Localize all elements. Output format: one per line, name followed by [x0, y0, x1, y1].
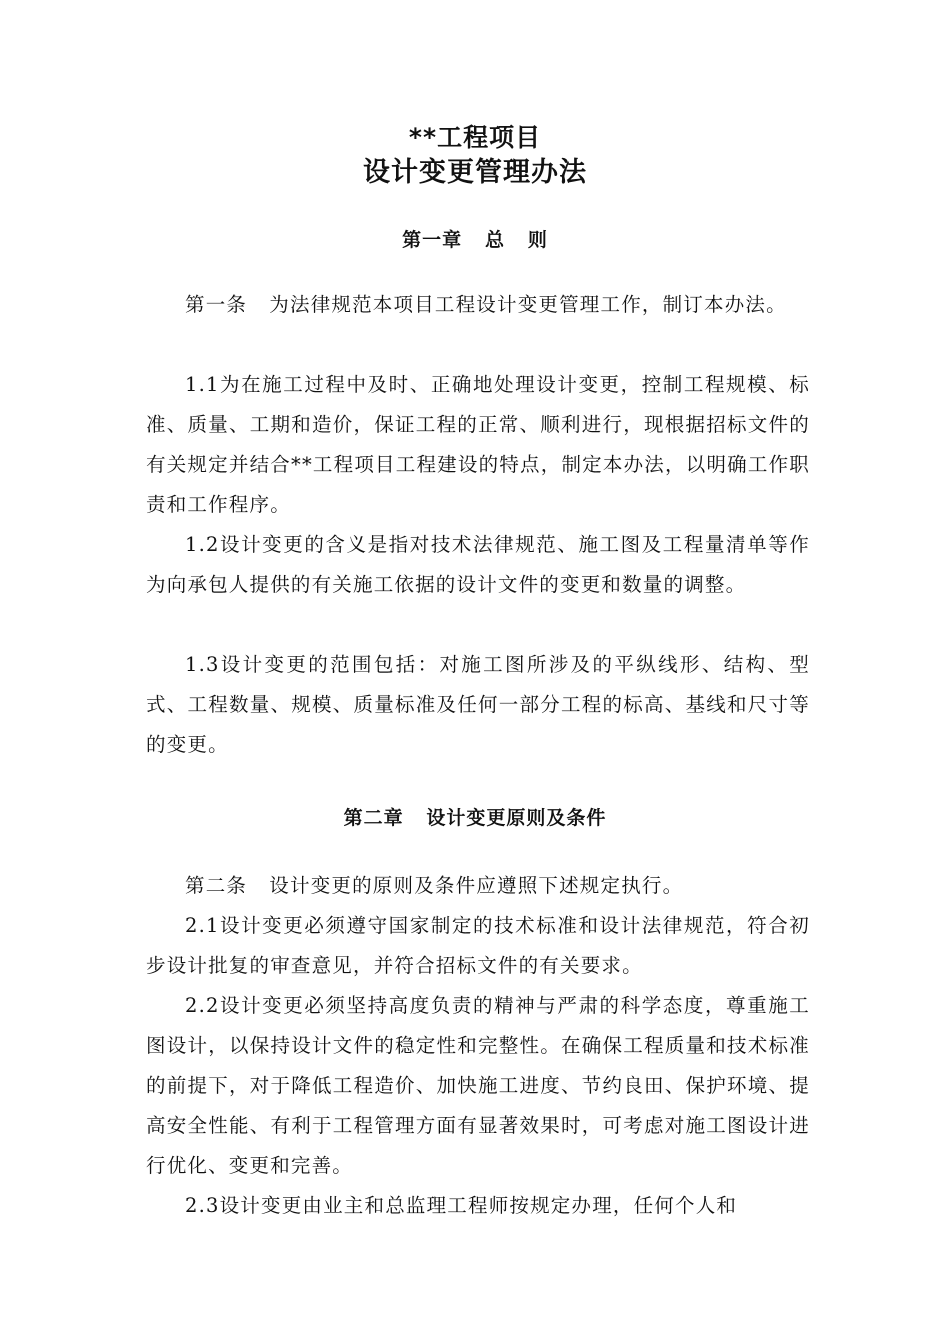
chapter1-heading: 第一章 总 则	[402, 229, 548, 251]
document-title-line1: **工程项目	[408, 123, 542, 152]
article2-paragraph: 第二条 设计变更的原则及条件应遵照下述规定执行。	[185, 874, 684, 897]
document-title-line2: 设计变更管理办法	[363, 157, 587, 188]
clause-1-1-paragraph: 1.1为在施工过程中及时、正确地处理设计变更，控制工程规模、标准、质量、工期和造价，保证工程的正常、顺利进行，现根据招标文件的有关规定并结合**工程项目工程建设的特点，制定本办法，以明确工作职责和工作程序。	[146, 373, 810, 516]
clause-2-3-paragraph: 2.3设计变更由业主和总监理工程师按规定办理，任何个人和	[185, 1194, 738, 1217]
chapter2-heading: 第二章 设计变更原则及条件	[343, 807, 607, 829]
clause-2-1-paragraph: 2.1设计变更必须遵守国家制定的技术标准和设计法律规范，符合初步设计批复的审查意见，并符合招标文件的有关要求。	[146, 914, 810, 977]
clause-2-2-paragraph: 2.2设计变更必须坚持高度负责的精神与严肃的科学态度，尊重施工图设计，以保持设计文件的稳定性和完整性。在确保工程质量和技术标准的前提下，对于降低工程造价、加快施工进度、节约良田、保护环境、提高安全性能、有利于工程管理方面有显著效果时，可考虑对施工图设计进行优化、变更和完善。	[146, 994, 810, 1177]
clause-1-2-paragraph: 1.2设计变更的含义是指对技术法律规范、施工图及工程量清单等作为向承包人提供的有关施工依据的设计文件的变更和数量的调整。	[146, 533, 810, 596]
clause-1-3-paragraph: 1.3设计变更的范围包括：对施工图所涉及的平纵线形、结构、型式、工程数量、规模、质量标准及任何一部分工程的标高、基线和尺寸等的变更。	[146, 653, 810, 756]
article1-paragraph: 第一条 为法律规范本项目工程设计变更管理工作，制订本办法。	[185, 293, 787, 316]
